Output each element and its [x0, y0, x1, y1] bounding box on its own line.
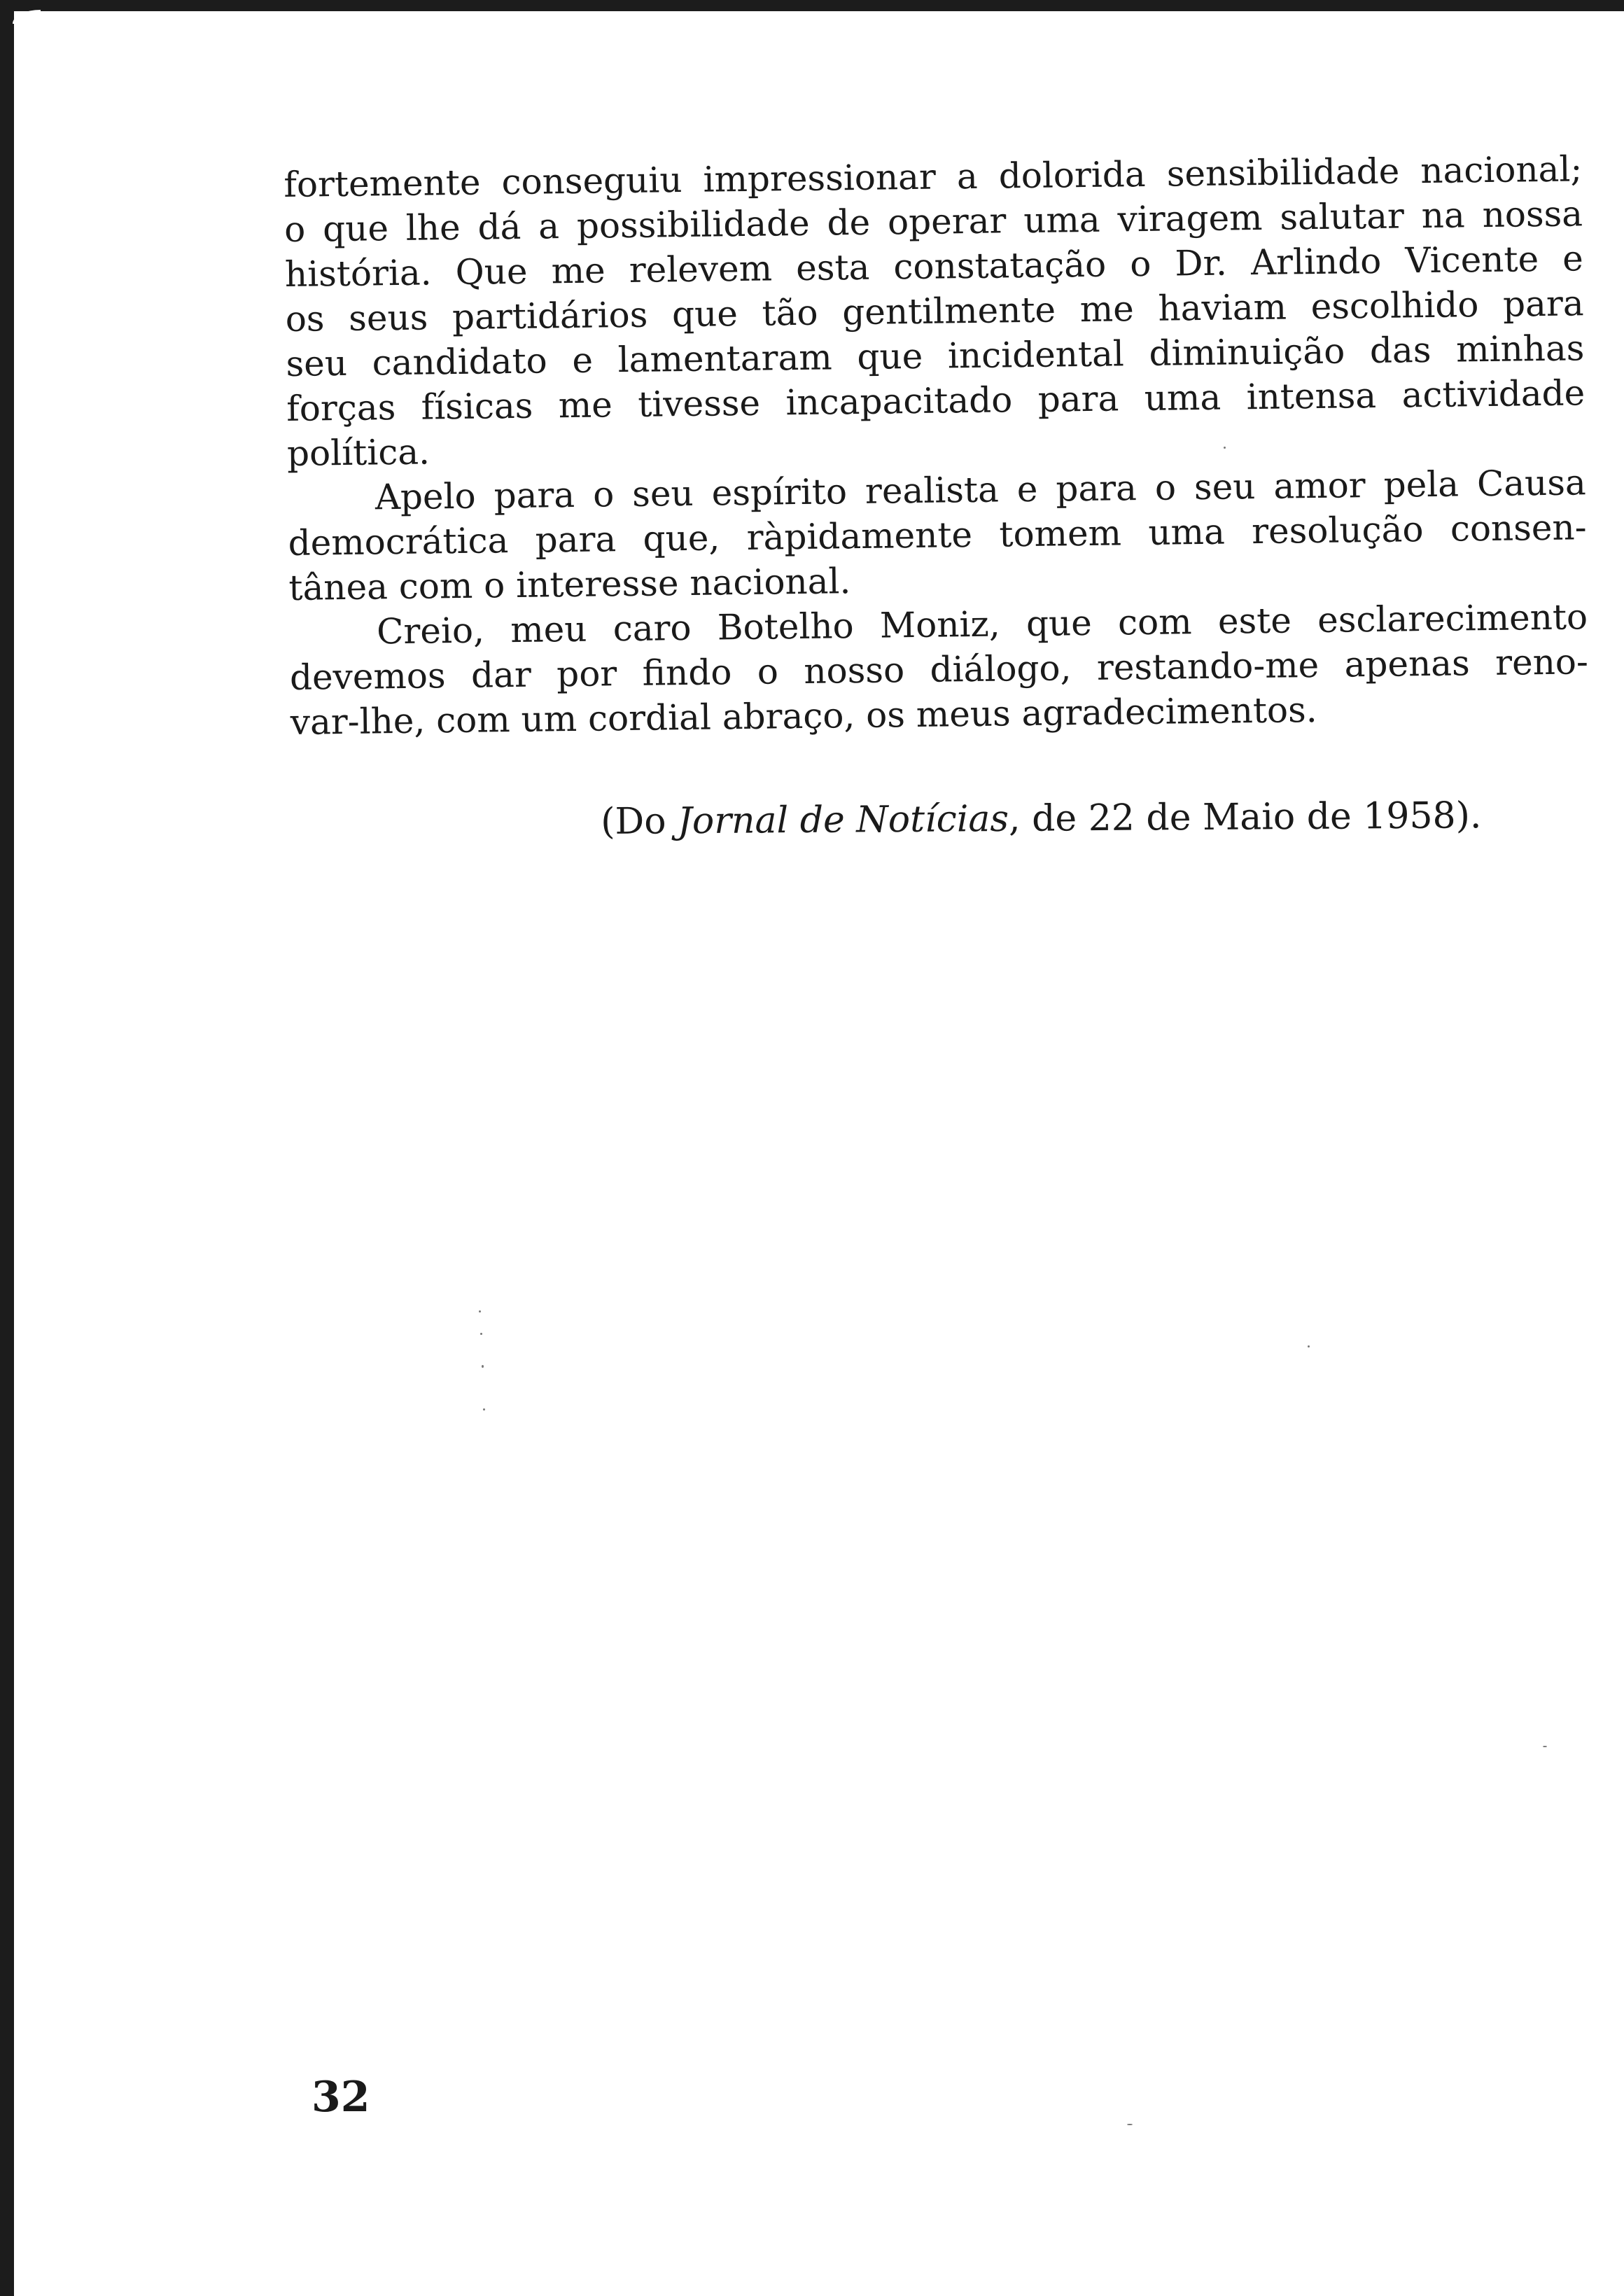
scan-speck — [1127, 2124, 1133, 2125]
text-line: fortemente conseguiu impressionar a dolorida sensibilidade nacional; — [284, 148, 1583, 205]
text-line: tânea com o interesse nacional. — [288, 561, 851, 608]
paragraph-1 — [284, 146, 1586, 476]
scan-speck — [480, 1333, 482, 1335]
scan-speck — [1308, 1345, 1310, 1348]
text-line: os seus partidários que tão gentilmente me haviam escolhido para — [285, 283, 1584, 340]
page-number: 32 — [312, 2073, 370, 2122]
text-line: forças físicas me tivesse incapacitado para uma intensa actividade — [286, 372, 1586, 429]
scan-speck — [1543, 1746, 1547, 1747]
newspaper-title: Jornal de Notícias — [677, 797, 1009, 843]
text-line: história. Que me relevem esta constatação o Dr. Arlindo Vicente e — [284, 238, 1584, 295]
page-edge-top — [0, 0, 1624, 11]
text-line: o que lhe dá a possibilidade de operar uma viragem salutar na nossa — [284, 193, 1583, 250]
text-line: democrática para que, ràpidamente tomem uma resolução consen- — [288, 507, 1587, 564]
text-line: seu candidato e lamentaram que incidental diminuição das minhas — [286, 328, 1585, 384]
scan-speck — [483, 1408, 485, 1410]
paragraph-3 — [289, 594, 1589, 745]
source-suffix: , de 22 de Maio de 1958). — [1008, 794, 1482, 840]
letter-body — [284, 146, 1589, 745]
text-line: Apelo para o seu espírito realista e para o seu amor pela Causa — [374, 462, 1587, 518]
scan-speck — [482, 1365, 484, 1368]
paragraph-2 — [287, 460, 1587, 610]
scan-speck — [1224, 447, 1226, 449]
text-line: devemos dar por findo o nosso diálogo, restando-me apenas reno- — [289, 641, 1589, 698]
page-edge-left — [0, 0, 14, 2296]
source-prefix: (Do — [601, 800, 678, 843]
text-line: var-lhe, com um cordial abraço, os meus agradecimentos. — [290, 690, 1317, 743]
text-line: política. — [286, 431, 430, 474]
scan-speck — [479, 1310, 481, 1312]
text-line: Creio, meu caro Botelho Moniz, que com este esclarecimento — [376, 596, 1588, 652]
page-corner — [13, 10, 41, 24]
source-citation — [601, 793, 1482, 844]
